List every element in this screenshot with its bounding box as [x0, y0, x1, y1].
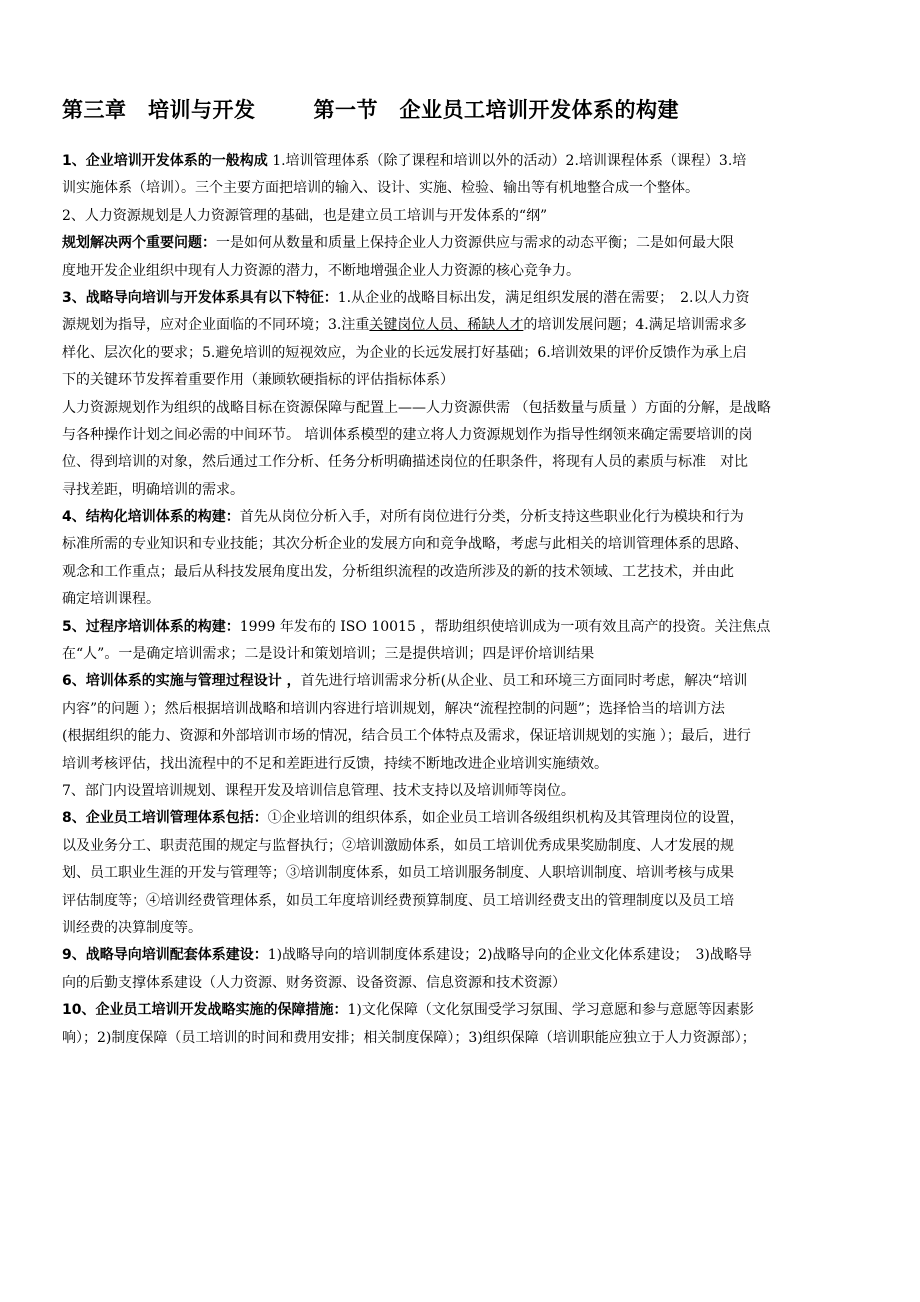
paragraph-3b	[62, 395, 862, 505]
text-line	[62, 668, 862, 695]
text-line: 训实施体系（培训）。三个主要方面把培训的输入、设计、实施、检验、输出等有机地整合成一个整体。	[62, 180, 699, 197]
text-line: 训经费的决算制度等。	[62, 919, 202, 936]
text-line	[62, 942, 862, 969]
text-line	[62, 805, 862, 832]
paragraph-text: 首先从岗位分析入手，对所有岗位进行分类，分析支持这些职业化行为模块和行为	[239, 509, 744, 526]
paragraph-heading: 8、企业员工培训管理体系包括：	[62, 810, 268, 827]
paragraph-6	[62, 668, 862, 778]
paragraph-heading: 10、企业员工培训开发战略实施的保障措施：	[62, 1002, 348, 1019]
text-line	[62, 148, 862, 175]
paragraph-3	[62, 285, 862, 395]
text-line: 划、员工职业生涯的开发与管理等；③培训制度体系，如员工培训服务制度、人职培训制度、培训考核与成果	[62, 865, 734, 882]
text-line	[62, 230, 862, 257]
section-title: 第一节 企业员工培训开发体系的构建	[313, 98, 679, 122]
text-line: 位、得到培训的对象，然后通过工作分析、任务分析明确描述岗位的任职条件，将现有人员的素质与标准 对比	[62, 454, 748, 471]
text-line: 评估制度等；④培训经费管理体系，如员工年度培训经费预算制度、员工培训经费支出的管理制度以及员工培	[62, 892, 734, 909]
page-title	[62, 94, 679, 124]
text-line: 人力资源规划作为组织的战略目标在资源保障与配置上——人力资源供需 （包括数量与质量 ）方面的分解，是战略	[62, 399, 771, 416]
text-line: 标准所需的专业知识和专业技能；其次分析企业的发展方向和竞争战略，考虑与此相关的培训管理体系的思路、	[62, 536, 748, 553]
paragraph-text: 1)文化保障（文化氛围受学习氛围、学习意愿和参与意愿等因素影	[347, 1002, 754, 1019]
paragraph-heading: 9、战略导向培训配套体系建设：	[62, 947, 268, 964]
paragraph-7	[62, 778, 862, 805]
text-line	[62, 614, 862, 641]
text-line: 在“人”。一是确定培训需求；二是设计和策划培训；三是提供培训；四是评价培训结果	[62, 646, 595, 663]
paragraph-text: 一是如何从数量和质量上保持企业人力资源供应与需求的动态平衡；二是如何最大限	[216, 235, 734, 252]
paragraph-text: ①企业培训的组织体系，如企业员工培训各级组织机构及其管理岗位的设置，	[267, 810, 744, 827]
text-line: 2、人力资源规划是人力资源管理的基础，也是建立员工培训与开发体系的“纲”	[62, 207, 548, 224]
paragraph-text: 1999 年发布的 ISO 10015 ，帮助组织使培训成为一项有效且高产的投资。关注焦点	[239, 618, 771, 635]
text-line: 确定培训课程。	[62, 591, 160, 608]
paragraph-heading: 1、企业培训开发体系的一般构成	[62, 153, 268, 169]
text-line: 向的后勤支撑体系建设（人力资源、财务资源、设备资源、信息资源和技术资源）	[62, 974, 566, 991]
text-line: (根据组织的能力、资源和外部培训市场的情况，结合员工个体特点及需求，保证培训规划的实施 ）；最后，进行	[62, 728, 751, 745]
paragraph-text: 的培训发展问题；4.满足培训需求多	[523, 317, 747, 334]
chapter-title: 第三章 培训与开发	[62, 98, 256, 122]
text-line: 寻找差距，明确培训的需求。	[62, 481, 244, 498]
text-line: 度地开发企业组织中现有人力资源的潜力，不断地增强企业人力资源的核心竞争力。	[62, 262, 580, 279]
text-line	[62, 312, 862, 339]
paragraph-4	[62, 504, 862, 614]
text-line	[62, 285, 862, 312]
paragraph-heading: 3、战略导向培训与开发体系具有以下特征：	[62, 289, 338, 306]
text-line: 样化、层次化的要求；5.避免培训的短视效应，为企业的长远发展打好基础；6.培训效果的评价反馈作为承上启	[62, 344, 747, 361]
paragraph-heading: 规划解决两个重要问题：	[62, 235, 216, 252]
paragraph-heading: 4、结构化培训体系的构建：	[62, 509, 240, 526]
text-line: 观念和工作重点；最后从科技发展角度出发，分析组织流程的改造所涉及的新的技术领域、工艺技术，并由此	[62, 563, 734, 580]
paragraph-1	[62, 148, 862, 203]
paragraph-text: 首先进行培训需求分析(从企业、员工和环境三方面同时考虑，解决“培训	[300, 673, 748, 690]
text-line: 响）；2)制度保障（员工培训的时间和费用安排；相关制度保障）；3)组织保障（培训职能应独立于人力资源部）；	[62, 1029, 756, 1046]
text-line: 以及业务分工、职责范围的规定与监督执行；②培训激励体系，如员工培训优秀成果奖励制度、人才发展的规	[62, 837, 734, 854]
text-line: 下的关键环节发挥着重要作用（兼顾软硬指标的评估指标体系）	[62, 372, 454, 389]
paragraph-heading: 5、过程序培训体系的构建：	[62, 618, 240, 635]
paragraph-5	[62, 614, 862, 669]
paragraph-text: 1.培训管理体系（除了课程和培训以外的活动）2.培训课程体系（课程）3.培	[267, 153, 747, 169]
paragraph-9	[62, 942, 862, 997]
text-line: 与各种操作计划之间必需的中间环节。 培训体系模型的建立将人力资源规划作为指导性纲领来确定需要培训的岗	[62, 426, 753, 443]
text-line: 内容”的问题 ）；然后根据培训战略和培训内容进行培训规划，解决“流程控制的问题”；选择恰当的培训方法	[62, 700, 725, 717]
paragraph-heading: 6、培训体系的实施与管理过程设计 ，	[62, 673, 301, 690]
paragraph-text: 1.从企业的战略目标出发，满足组织发展的潜在需要； 2.以人力资	[337, 289, 750, 306]
text-line	[62, 504, 862, 531]
text-line	[62, 997, 862, 1024]
paragraph-10	[62, 997, 862, 1052]
paragraph-8	[62, 805, 862, 942]
document-body	[62, 148, 862, 1052]
underlined-text: 关键岗位人员、稀缺人才	[369, 317, 524, 334]
paragraph-text: 1)战略导向的培训制度体系建设；2)战略导向的企业文化体系建设； 3)战略导	[267, 947, 752, 964]
text-line: 培训考核评估，找出流程中的不足和差距进行反馈，持续不断地改进企业培训实施绩效。	[62, 755, 608, 772]
text-line: 7、部门内设置培训规划、课程开发及培训信息管理、技术支持以及培训师等岗位。	[62, 782, 575, 799]
paragraph-2	[62, 203, 862, 285]
paragraph-text: 源规划为指导，应对企业面临的不同环境；3.注重	[62, 317, 370, 334]
